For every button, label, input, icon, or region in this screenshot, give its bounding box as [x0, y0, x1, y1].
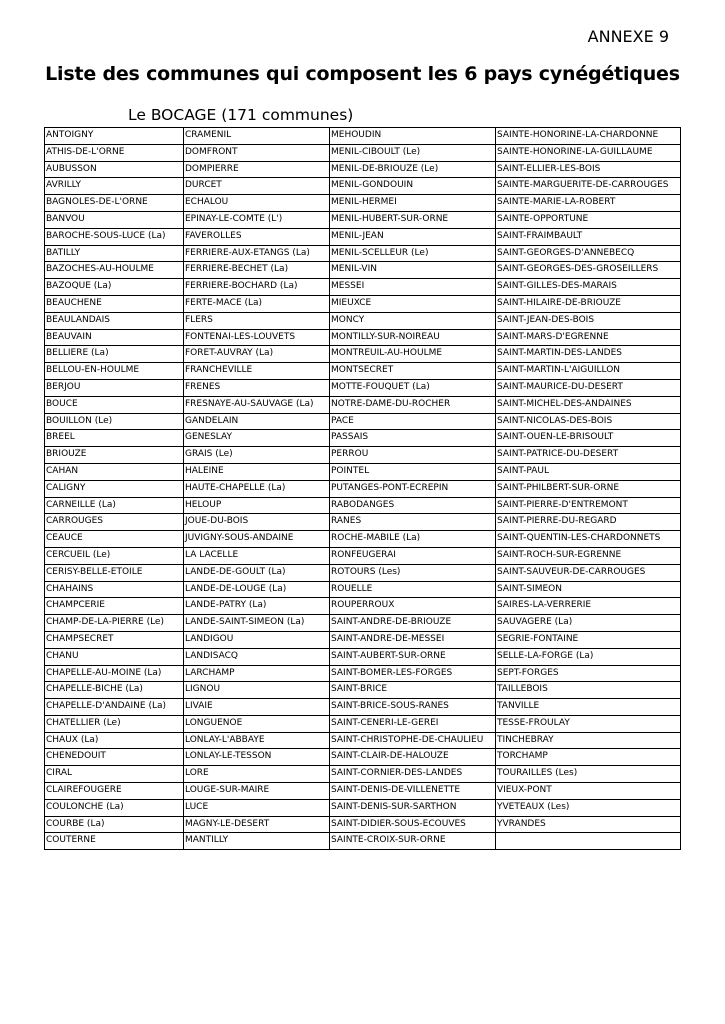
commune-cell: FERRIERE-BOCHARD (La) [184, 279, 330, 296]
commune-cell: CHAMPCERIE [45, 598, 184, 615]
table-row [45, 396, 681, 413]
commune-cell: CHENEDOUIT [45, 749, 184, 766]
commune-cell: SELLE-LA-FORGE (La) [496, 648, 681, 665]
commune-cell: MENIL-GONDOUIN [330, 178, 496, 195]
commune-cell: MONTSECRET [330, 363, 496, 380]
commune-cell: LIGNOU [184, 682, 330, 699]
commune-cell: LONLAY-LE-TESSON [184, 749, 330, 766]
commune-cell: MESSEI [330, 279, 496, 296]
table-row [45, 749, 681, 766]
commune-cell: TESSE-FROULAY [496, 715, 681, 732]
commune-cell: SAINT-BRICE [330, 682, 496, 699]
commune-cell: LARCHAMP [184, 665, 330, 682]
table-row [45, 732, 681, 749]
commune-cell: JOUE-DU-BOIS [184, 514, 330, 531]
table-row [45, 648, 681, 665]
commune-cell: COUTERNE [45, 833, 184, 850]
commune-cell: CARROUGES [45, 514, 184, 531]
commune-cell: BEAUCHENE [45, 295, 184, 312]
commune-cell: FRENES [184, 379, 330, 396]
commune-cell: SAINT-PAUL [496, 463, 681, 480]
commune-cell: BELLOU-EN-HOULME [45, 363, 184, 380]
commune-cell: SAINT-PIERRE-DU-REGARD [496, 514, 681, 531]
commune-cell: YVRANDES [496, 816, 681, 833]
commune-cell: JUVIGNY-SOUS-ANDAINE [184, 531, 330, 548]
commune-cell: SAINTE-HONORINE-LA-GUILLAUME [496, 144, 681, 161]
commune-cell: FERRIERE-AUX-ETANGS (La) [184, 245, 330, 262]
commune-cell: SAINTE-MARGUERITE-DE-CARROUGES [496, 178, 681, 195]
commune-cell: SAINT-MAURICE-DU-DESERT [496, 379, 681, 396]
commune-cell: CLAIREFOUGERE [45, 783, 184, 800]
commune-cell: RANES [330, 514, 496, 531]
table-row [45, 816, 681, 833]
commune-cell: LANDE-DE-LOUGE (La) [184, 581, 330, 598]
commune-cell: ROUPERROUX [330, 598, 496, 615]
commune-cell: CHAPELLE-D'ANDAINE (La) [45, 699, 184, 716]
commune-cell: ATHIS-DE-L'ORNE [45, 144, 184, 161]
commune-cell: FRESNAYE-AU-SAUVAGE (La) [184, 396, 330, 413]
commune-cell: CHATELLIER (Le) [45, 715, 184, 732]
commune-cell: MENIL-CIBOULT (Le) [330, 144, 496, 161]
commune-cell: ECHALOU [184, 195, 330, 212]
commune-cell: SAINTE-CROIX-SUR-ORNE [330, 833, 496, 850]
commune-cell: SAINT-DIDIER-SOUS-ECOUVES [330, 816, 496, 833]
commune-cell: HALEINE [184, 463, 330, 480]
commune-cell: TOURAILLES (Les) [496, 766, 681, 783]
commune-cell: MEHOUDIN [330, 128, 496, 145]
commune-cell: SAINT-JEAN-DES-BOIS [496, 312, 681, 329]
commune-cell: SAINT-PATRICE-DU-DESERT [496, 447, 681, 464]
communes-table-body [45, 128, 681, 850]
commune-cell: LANDE-PATRY (La) [184, 598, 330, 615]
commune-cell: CALIGNY [45, 480, 184, 497]
table-row [45, 262, 681, 279]
commune-cell: MONCY [330, 312, 496, 329]
table-row [45, 531, 681, 548]
communes-table [44, 127, 681, 850]
commune-cell: TANVILLE [496, 699, 681, 716]
commune-cell: SAINTE-MARIE-LA-ROBERT [496, 195, 681, 212]
commune-cell: SAINT-MICHEL-DES-ANDAINES [496, 396, 681, 413]
commune-cell: MENIL-HERMEI [330, 195, 496, 212]
table-row [45, 598, 681, 615]
table-row [45, 480, 681, 497]
commune-cell: VIEUX-PONT [496, 783, 681, 800]
commune-cell: BREEL [45, 430, 184, 447]
table-row [45, 631, 681, 648]
commune-cell: LANDE-DE-GOULT (La) [184, 564, 330, 581]
commune-cell: ROTOURS (Les) [330, 564, 496, 581]
commune-cell: ROCHE-MABILE (La) [330, 531, 496, 548]
commune-cell: GENESLAY [184, 430, 330, 447]
commune-cell: SAINT-CLAIR-DE-HALOUZE [330, 749, 496, 766]
commune-cell: MENIL-JEAN [330, 228, 496, 245]
commune-cell [496, 833, 681, 850]
commune-cell: PERROU [330, 447, 496, 464]
table-row [45, 581, 681, 598]
commune-cell: LANDE-SAINT-SIMEON (La) [184, 615, 330, 632]
commune-cell: BAROCHE-SOUS-LUCE (La) [45, 228, 184, 245]
commune-cell: CRAMENIL [184, 128, 330, 145]
commune-cell: BANVOU [45, 211, 184, 228]
commune-cell: SAINT-MARS-D'EGRENNE [496, 329, 681, 346]
commune-cell: SAINTE-OPPORTUNE [496, 211, 681, 228]
table-row [45, 379, 681, 396]
commune-cell: PUTANGES-PONT-ECREPIN [330, 480, 496, 497]
commune-cell: SEGRIE-FONTAINE [496, 631, 681, 648]
commune-cell: SAINT-GEORGES-DES-GROSEILLERS [496, 262, 681, 279]
commune-cell: ANTOIGNY [45, 128, 184, 145]
commune-cell: SAINT-SIMEON [496, 581, 681, 598]
commune-cell: SAUVAGERE (La) [496, 615, 681, 632]
commune-cell: SAINT-FRAIMBAULT [496, 228, 681, 245]
commune-cell: FONTENAI-LES-LOUVETS [184, 329, 330, 346]
table-row [45, 245, 681, 262]
commune-cell: FAVEROLLES [184, 228, 330, 245]
annexe-label: ANNEXE 9 [587, 27, 669, 46]
commune-cell: MANTILLY [184, 833, 330, 850]
commune-cell: CIRAL [45, 766, 184, 783]
commune-cell: CAHAN [45, 463, 184, 480]
commune-cell: SAINT-HILAIRE-DE-BRIOUZE [496, 295, 681, 312]
commune-cell: SAINT-PIERRE-D'ENTREMONT [496, 497, 681, 514]
commune-cell: SAINT-MARTIN-DES-LANDES [496, 346, 681, 363]
commune-cell: BEAULANDAIS [45, 312, 184, 329]
commune-cell: TINCHEBRAY [496, 732, 681, 749]
commune-cell: SAINT-MARTIN-L'AIGUILLON [496, 363, 681, 380]
table-row [45, 665, 681, 682]
table-row [45, 279, 681, 296]
commune-cell: DOMPIERRE [184, 161, 330, 178]
table-row [45, 413, 681, 430]
table-row [45, 547, 681, 564]
commune-cell: CEAUCE [45, 531, 184, 548]
commune-cell: BEAUVAIN [45, 329, 184, 346]
commune-cell: SAINT-DENIS-SUR-SARTHON [330, 799, 496, 816]
commune-cell: EPINAY-LE-COMTE (L') [184, 211, 330, 228]
commune-cell: BELLIERE (La) [45, 346, 184, 363]
commune-cell: YVETEAUX (Les) [496, 799, 681, 816]
commune-cell: MONTILLY-SUR-NOIREAU [330, 329, 496, 346]
commune-cell: MENIL-SCELLEUR (Le) [330, 245, 496, 262]
commune-cell: BRIOUZE [45, 447, 184, 464]
commune-cell: MENIL-VIN [330, 262, 496, 279]
commune-cell: MAGNY-LE-DESERT [184, 816, 330, 833]
table-row [45, 329, 681, 346]
commune-cell: SAIRES-LA-VERRERIE [496, 598, 681, 615]
commune-cell: SAINT-CENERI-LE-GEREI [330, 715, 496, 732]
table-row [45, 128, 681, 145]
commune-cell: LIVAIE [184, 699, 330, 716]
commune-cell: FORET-AUVRAY (La) [184, 346, 330, 363]
commune-cell: GANDELAIN [184, 413, 330, 430]
table-row [45, 144, 681, 161]
commune-cell: SAINT-ANDRE-DE-BRIOUZE [330, 615, 496, 632]
commune-cell: SAINT-AUBERT-SUR-ORNE [330, 648, 496, 665]
page-title: Liste des communes qui composent les 6 pays cynégétiques [45, 63, 680, 85]
table-row [45, 430, 681, 447]
commune-cell: BOUCE [45, 396, 184, 413]
commune-cell: LANDISACQ [184, 648, 330, 665]
commune-cell: LONLAY-L'ABBAYE [184, 732, 330, 749]
commune-cell: MENIL-DE-BRIOUZE (Le) [330, 161, 496, 178]
commune-cell: MIEUXCE [330, 295, 496, 312]
commune-cell: NOTRE-DAME-DU-ROCHER [330, 396, 496, 413]
commune-cell: SAINT-DENIS-DE-VILLENETTE [330, 783, 496, 800]
commune-cell: BAGNOLES-DE-L'ORNE [45, 195, 184, 212]
commune-cell: DURCET [184, 178, 330, 195]
commune-cell: FERTE-MACE (La) [184, 295, 330, 312]
commune-cell: PACE [330, 413, 496, 430]
table-row [45, 833, 681, 850]
commune-cell: CHAHAINS [45, 581, 184, 598]
commune-cell: CHAMP-DE-LA-PIERRE (Le) [45, 615, 184, 632]
commune-cell: CHAMPSECRET [45, 631, 184, 648]
table-row [45, 295, 681, 312]
commune-cell: CHAPELLE-BICHE (La) [45, 682, 184, 699]
table-row [45, 766, 681, 783]
commune-cell: BERJOU [45, 379, 184, 396]
commune-cell: SAINT-NICOLAS-DES-BOIS [496, 413, 681, 430]
commune-cell: SAINT-QUENTIN-LES-CHARDONNETS [496, 531, 681, 548]
commune-cell: SAINT-OUEN-LE-BRISOULT [496, 430, 681, 447]
table-row [45, 463, 681, 480]
table-row [45, 161, 681, 178]
commune-cell: LA LACELLE [184, 547, 330, 564]
commune-cell: AUBUSSON [45, 161, 184, 178]
commune-cell: FLERS [184, 312, 330, 329]
commune-cell: CERISY-BELLE-ETOILE [45, 564, 184, 581]
commune-cell: ROUELLE [330, 581, 496, 598]
commune-cell: CERCUEIL (Le) [45, 547, 184, 564]
commune-cell: LANDIGOU [184, 631, 330, 648]
commune-cell: CHAPELLE-AU-MOINE (La) [45, 665, 184, 682]
commune-cell: BATILLY [45, 245, 184, 262]
commune-cell: BAZOQUE (La) [45, 279, 184, 296]
commune-cell: GRAIS (Le) [184, 447, 330, 464]
commune-cell: CARNEILLE (La) [45, 497, 184, 514]
table-row [45, 699, 681, 716]
commune-cell: SAINT-BRICE-SOUS-RANES [330, 699, 496, 716]
table-row [45, 447, 681, 464]
commune-cell: MONTREUIL-AU-HOULME [330, 346, 496, 363]
table-row [45, 346, 681, 363]
commune-cell: CHAUX (La) [45, 732, 184, 749]
commune-cell: LONGUENOE [184, 715, 330, 732]
commune-cell: SAINT-SAUVEUR-DE-CARROUGES [496, 564, 681, 581]
commune-cell: MENIL-HUBERT-SUR-ORNE [330, 211, 496, 228]
table-row [45, 211, 681, 228]
commune-cell: DOMFRONT [184, 144, 330, 161]
table-row [45, 497, 681, 514]
commune-cell: SAINT-ELLIER-LES-BOIS [496, 161, 681, 178]
commune-cell: SAINTE-HONORINE-LA-CHARDONNE [496, 128, 681, 145]
commune-cell: LUCE [184, 799, 330, 816]
commune-cell: RABODANGES [330, 497, 496, 514]
commune-cell: SAINT-PHILBERT-SUR-ORNE [496, 480, 681, 497]
table-row [45, 228, 681, 245]
commune-cell: PASSAIS [330, 430, 496, 447]
commune-cell: SAINT-CHRISTOPHE-DE-CHAULIEU [330, 732, 496, 749]
commune-cell: COURBE (La) [45, 816, 184, 833]
commune-cell: SAINT-ROCH-SUR-EGRENNE [496, 547, 681, 564]
commune-cell: SAINT-GEORGES-D'ANNEBECQ [496, 245, 681, 262]
table-row [45, 312, 681, 329]
commune-cell: SAINT-GILLES-DES-MARAIS [496, 279, 681, 296]
table-row [45, 363, 681, 380]
commune-cell: AVRILLY [45, 178, 184, 195]
commune-cell: LOUGE-SUR-MAIRE [184, 783, 330, 800]
table-row [45, 195, 681, 212]
commune-cell: BAZOCHES-AU-HOULME [45, 262, 184, 279]
commune-cell: SAINT-BOMER-LES-FORGES [330, 665, 496, 682]
table-row [45, 715, 681, 732]
table-row [45, 178, 681, 195]
commune-cell: SAINT-CORNIER-DES-LANDES [330, 766, 496, 783]
commune-cell: FRANCHEVILLE [184, 363, 330, 380]
commune-cell: SAINT-ANDRE-DE-MESSEI [330, 631, 496, 648]
commune-cell: SEPT-FORGES [496, 665, 681, 682]
commune-cell: HAUTE-CHAPELLE (La) [184, 480, 330, 497]
commune-cell: CHANU [45, 648, 184, 665]
table-row [45, 799, 681, 816]
table-row [45, 615, 681, 632]
commune-cell: TAILLEBOIS [496, 682, 681, 699]
commune-cell: POINTEL [330, 463, 496, 480]
commune-cell: RONFEUGERAI [330, 547, 496, 564]
commune-cell: MOTTE-FOUQUET (La) [330, 379, 496, 396]
section-subtitle: Le BOCAGE (171 communes) [128, 106, 354, 124]
commune-cell: LORE [184, 766, 330, 783]
table-row [45, 564, 681, 581]
commune-cell: COULONCHE (La) [45, 799, 184, 816]
table-row [45, 682, 681, 699]
commune-cell: HELOUP [184, 497, 330, 514]
table-row [45, 514, 681, 531]
commune-cell: TORCHAMP [496, 749, 681, 766]
commune-cell: FERRIERE-BECHET (La) [184, 262, 330, 279]
table-row [45, 783, 681, 800]
commune-cell: BOUILLON (Le) [45, 413, 184, 430]
